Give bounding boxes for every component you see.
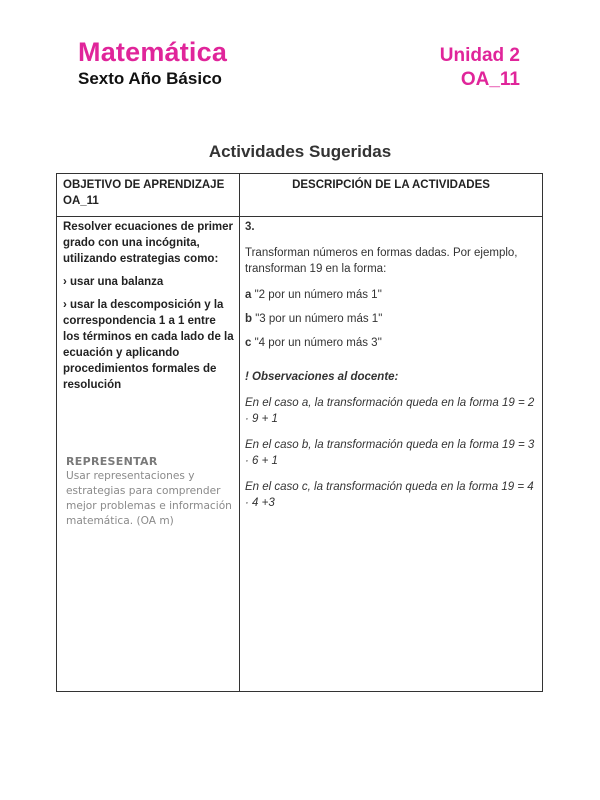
observation-b: En el caso b, la transformación queda en la forma 19 = 3 · 6 + 1 xyxy=(245,439,535,467)
table-column-divider xyxy=(239,174,240,691)
objective-strategy-decomposition: › usar la descomposición y la correspondencia 1 a 1 entre los términos en cada lado de la ecuación y aplicando procedimientos formales de resolución xyxy=(63,299,234,391)
activities-table xyxy=(56,173,543,692)
header-right xyxy=(440,44,520,92)
grade-subtitle: Sexto Año Básico xyxy=(78,69,222,88)
subject-title: Matemática xyxy=(78,37,228,67)
objective-statement: Resolver ecuaciones de primer grado con una incógnita, utilizando estrategias como: xyxy=(63,221,234,265)
description-cell xyxy=(245,219,537,521)
objective-strategy-balance: › usar una balanza xyxy=(63,276,164,288)
item-letter: a xyxy=(245,289,252,301)
representar-stamp xyxy=(66,454,238,529)
stamp-text: Usar representaciones y estrategias para comprender mejor problemas e información matemática. (OA m) xyxy=(66,470,232,527)
item-text: "4 por un número más 3'' xyxy=(251,337,382,349)
unit-label: Unidad 2 xyxy=(439,45,520,66)
objective-cell xyxy=(63,219,235,400)
stamp-title: REPRESENTAR xyxy=(66,455,158,468)
activity-item-a xyxy=(245,287,537,303)
observations-title: ! Observaciones al docente: xyxy=(245,371,399,383)
description-column-header: DESCRIPCIÓN DE LA ACTIVIDADES xyxy=(292,179,490,191)
item-letter: c xyxy=(245,337,252,349)
activity-number: 3. xyxy=(245,221,255,233)
activity-item-b xyxy=(245,311,537,327)
objective-column-header: OBJETIVO DE APRENDIZAJE OA_11 xyxy=(63,179,225,207)
activity-intro: Transforman números en formas dadas. Por ejemplo, transforman 19 en la forma: xyxy=(245,247,518,275)
activity-item-c xyxy=(245,335,537,351)
observation-a: En el caso a, la transformación queda en la forma 19 = 2 · 9 + 1 xyxy=(245,397,535,425)
item-text: "2 por un número más 1'' xyxy=(251,289,382,301)
oa-label: OA_11 xyxy=(460,69,520,90)
table-header-divider xyxy=(57,216,542,217)
item-letter: b xyxy=(245,313,253,325)
header-left xyxy=(78,36,227,90)
item-text: "3 por un número más 1" xyxy=(252,313,383,325)
section-title: Actividades Sugeridas xyxy=(208,142,392,161)
observation-c: En el caso c, la transformación queda en la forma 19 = 4 · 4 +3 xyxy=(245,481,534,509)
